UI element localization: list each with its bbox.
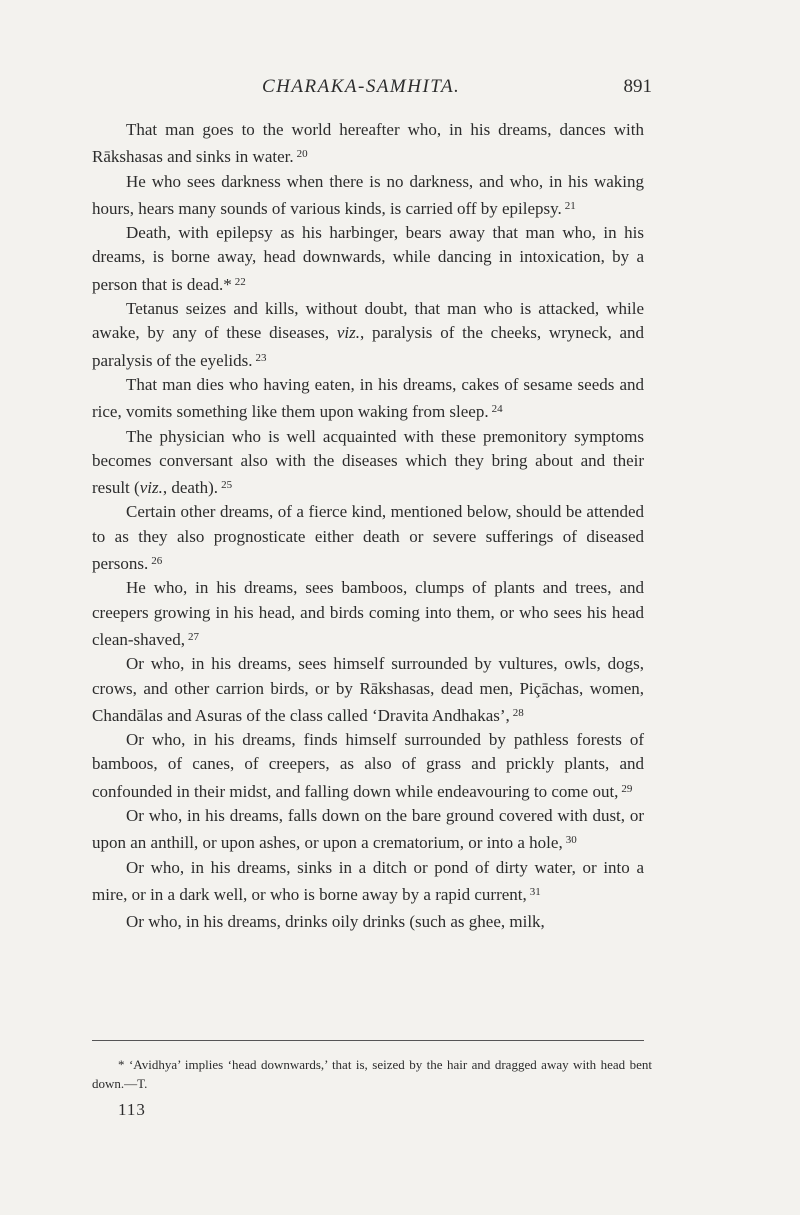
footnote-text: * ‘Avidhya’ implies ‘head downwards,’ that is, seized by the hair and dragged away with head bent down.—T. [92,1057,652,1091]
paragraph: Death, with epilepsy as his harbinger, bears away that man who, in his dreams, is borne away, head downwards, while dancing in intoxication, by a person that is dead.* $^{22}$ [92,223,644,294]
paragraph: Or who, in his dreams, sinks in a ditch or pond of dirty water, or into a mire, or in a dark well, or who is borne away by a rapid current, $^{31}$ [92,857,644,904]
paragraph: He who sees darkness when there is no darkness, and who, in his waking hours, hears many sounds of various kinds, is carried off by epilepsy. $^{21}$ [92,171,644,218]
footnote-divider [92,1040,644,1041]
verse-number: 20 [296,148,308,161]
signature-mark: 113 [118,1100,146,1119]
page-number: 891 [623,76,652,97]
verse-number: 23 [255,351,267,364]
paragraph: Or who, in his dreams, drinks oily drinks (such as ghee, milk, [126,912,545,932]
running-title: CHARAKA-SAMHITA. [262,76,461,97]
paragraph: Tetanus seizes and kills, without doubt, that man who is attacked, while awake, by any of these diseases, viz., paralysis of the cheeks, wryneck, and paralysis of the eyelids. $^{23}$ [92,299,644,370]
verse-number: 27 [187,630,199,643]
paragraph: Or who, in his dreams, falls down on the bare ground covered with dust, or upon an anthill, or upon ashes, or upon a crematorium, or into a hole, $^{30}$ [92,806,644,853]
paragraph: The physician who is well acquainted with these premonitory symptoms becomes conversant also with the diseases which they bring about and their result (viz., death). $^{25}$ [92,426,644,498]
verse-number: 21 [564,199,576,212]
verse-number: 30 [565,834,577,847]
verse-number: 26 [151,555,163,568]
verse-number: 25 [221,479,233,492]
paragraph: Certain other dreams, of a fierce kind, mentioned below, should be attended to as they also prognosticate either death or severe sufferings of diseased persons. $^{26}$ [92,502,644,574]
verse-number: 31 [529,885,541,898]
footnote [92,1055,652,1093]
verse-number: 24 [491,403,503,416]
verse-number: 28 [512,706,524,719]
verse-number: 29 [621,782,633,795]
paragraph: He who, in his dreams, sees bamboos, clumps of plants and trees, and creepers growing in his head, and birds coming into them, or who sees his head clean-shaved, $^{27}$ [92,578,644,649]
paragraph: Or who, in his dreams, sees himself surrounded by vultures, owls, dogs, crows, and other carrion birds, or by Rākshasas, dead men, Piçāchas, women, Chandālas and Asuras of the class called ‘Dravita Andhakas’, $^{28}$ [92,654,644,725]
paragraph: That man dies who having eaten, in his dreams, cakes of sesame seeds and rice, vomits something like them upon waking from sleep. $^{24}$ [92,374,644,422]
verse-number: 22 [234,275,246,288]
body-text [92,118,644,935]
page-header [92,76,652,100]
paragraph: That man goes to the world hereafter who, in his dreams, dances with Rākshasas and sinks in water. $^{20}$ [92,120,644,167]
paragraph: Or who, in his dreams, finds himself surrounded by pathless forests of bamboos, of canes, of creepers, as also of grass and prickly plants, and confounded in their midst, and falling down while endeavouring to come out, $^{29}$ [92,730,644,801]
